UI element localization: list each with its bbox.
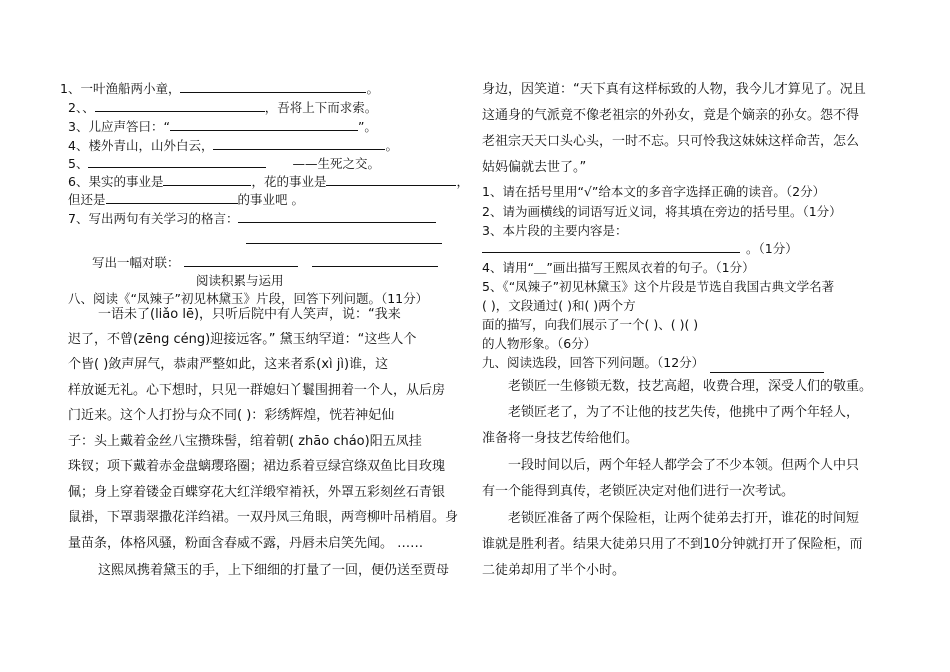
passage-cont-line-4: 姑妈偏就去世了。” xyxy=(482,160,587,175)
story-line-8: 二徒弟却用了半个小时。 xyxy=(482,563,626,578)
passage-line-10: 量苗条，体格风骚，粉面含春威不露，丹唇未启笑先闻。 …… xyxy=(68,536,424,551)
question-6-line-1 xyxy=(68,172,469,191)
passage-line-2: 迟了，不曾(zēng céng)迎接远客。” 黛玉纳罕道：“这些人个 xyxy=(68,332,417,347)
question-7 xyxy=(68,209,436,228)
passage-line-4: 样放诞无礼。心下想时，只见一群媳妇丫鬟围拥着一个人，从后房 xyxy=(68,383,446,398)
question-8-title: 八、阅读《“凤辣子”初见林黛玉》片段，回答下列问题。（11分） xyxy=(68,291,429,306)
question-4-end: 。 xyxy=(385,138,398,153)
story-line-7: 谁就是胜利者。结果大徒弟只用了不到10分钟就打开了保险柜，而 xyxy=(482,537,863,552)
couplet-blank-1[interactable] xyxy=(184,253,298,267)
question-2-prompt: 2、、 xyxy=(68,100,95,115)
passage-line-5: 门近来。这个人打扮与众不同( )：彩绣辉煌，恍若神妃仙 xyxy=(68,408,395,423)
subquestion-5-line-2: ( )，文段通过( )和( )两个方 xyxy=(482,298,636,313)
answer-blank-6c[interactable] xyxy=(106,190,238,204)
question-2-end: ，吾将上下而求索。 xyxy=(264,100,378,115)
answer-blank-6a[interactable] xyxy=(163,172,251,186)
question-4 xyxy=(68,136,398,155)
subquestion-3: 3、本片段的主要内容是： xyxy=(482,223,628,238)
answer-blank-7b[interactable] xyxy=(246,230,442,244)
question-9-title: 九、阅读选段，回答下列问题。（12分） xyxy=(482,355,705,370)
question-1-prompt: 1、一叶渔船两小童， xyxy=(60,81,181,96)
passage-line-11: 这熙凤携着黛玉的手，上下细细的打量了一回，便仍送至贾母 xyxy=(98,563,450,578)
answer-blank-5[interactable] xyxy=(88,154,266,168)
question-4-prompt: 4、楼外青山，山外白云， xyxy=(68,138,214,153)
question-6-prompt: 6、果实的事业是 xyxy=(68,174,164,189)
question-5-end: ——生死之交。 xyxy=(292,156,380,171)
question-5-prompt: 5、 xyxy=(68,156,89,171)
story-line-6: 老锁匠准备了两个保险柜，让两个徒弟去打开，谁花的时间短 xyxy=(508,511,860,526)
couplet-prompt: 写出一幅对联： xyxy=(92,255,180,270)
subquestion-3-answer xyxy=(482,239,798,258)
passage-cont-line-2: 这通身的气派竟不像老祖宗的外孙女，竟是个嫡亲的孙女。怨不得 xyxy=(482,108,860,123)
question-1 xyxy=(60,79,379,98)
subquestion-3-score: 。（1分） xyxy=(746,241,798,256)
question-3-end: ”。 xyxy=(357,119,377,134)
summary-blank[interactable] xyxy=(482,239,740,253)
subquestion-2: 2、请为画横线的词语写近义词，将其填在旁边的括号里。（1分） xyxy=(482,204,842,219)
answer-blank-7a[interactable] xyxy=(238,209,436,223)
passage-line-1: 一语未了(liǎo lē)，只听后院中有人笑声，说：“我来 xyxy=(98,307,401,322)
passage-line-3: 个皆( )敛声屏气，恭肃严整如此，这来者系(xì jì)谁，这 xyxy=(68,357,389,372)
subquestion-5-line-1: 5、《“凤辣子”初见林黛玉》这个片段是节选自我国古典文学名著 xyxy=(482,279,835,294)
question-6-comma: ， xyxy=(456,174,469,189)
question-7-prompt: 7、写出两句有关学习的格言： xyxy=(68,211,239,226)
passage-line-9: 鼠褂，下罩翡翠撒花洋绉裙。一双丹凤三角眼，两弯柳叶吊梢眉。身 xyxy=(68,510,459,525)
answer-blank-1[interactable] xyxy=(180,79,366,93)
question-5 xyxy=(68,154,380,173)
passage-line-6: 子：头上戴着金丝八宝攒珠髻，绾着朝( zhāo cháo)阳五凤挂 xyxy=(68,434,422,449)
answer-blank-6b[interactable] xyxy=(326,172,456,186)
title-blank[interactable] xyxy=(710,372,824,373)
couplet-blank-2[interactable] xyxy=(312,253,438,267)
question-1-end: 。 xyxy=(366,81,379,96)
question-6-line-2 xyxy=(68,190,304,209)
question-6-mid: ，花的事业是 xyxy=(251,174,327,189)
story-line-3: 准备将一身技艺传给他们。 xyxy=(482,431,639,446)
question-3 xyxy=(68,117,377,136)
subquestion-5-line-4: 的人物形象。（6分） xyxy=(482,336,597,351)
passage-line-7: 珠钗；项下戴着赤金盘螭璎珞圈；裙边系着豆绿宫绦双鱼比目玫瑰 xyxy=(68,459,446,474)
story-line-4: 一段时间以后，两个年轻人都学会了不少本领。但两个人中只 xyxy=(508,458,860,473)
subquestion-4: 4、请用“＿”画出描写王熙凤衣着的句子。（1分） xyxy=(482,260,755,275)
story-line-2: 老锁匠老了，为了不让他的技艺失传，他挑中了两个年轻人， xyxy=(508,405,860,420)
passage-cont-line-3: 老祖宗天天口头心头，一时不忘。只可怜我这妹妹这样命苦，怎么 xyxy=(482,134,860,149)
question-7-line-2 xyxy=(246,230,442,249)
question-3-prompt: 3、儿应声答曰：“ xyxy=(68,119,170,134)
answer-blank-3[interactable] xyxy=(170,117,358,131)
question-6-end: 的事业吧 。 xyxy=(237,192,304,207)
couplet-question xyxy=(92,253,438,272)
subquestion-1: 1、请在括号里用“√”给本文的多音字选择正确的读音。（2分） xyxy=(482,184,826,199)
passage-cont-line-1: 身边，因笑道：“天下真有这样标致的人物，我今儿才算见了。况且 xyxy=(482,82,866,97)
passage-line-8: 佩；身上穿着镂金百蝶穿花大红洋缎窄褃袄，外罩五彩刻丝石青银 xyxy=(68,485,446,500)
story-line-5: 有一个能得到真传，老锁匠决定对他们进行一次考试。 xyxy=(482,484,795,499)
story-line-1: 老锁匠一生修锁无数，技艺高超，收费合理，深受人们的敬重。 xyxy=(508,379,873,394)
answer-blank-2[interactable] xyxy=(95,98,265,112)
answer-blank-4[interactable] xyxy=(213,136,385,150)
section-title: 阅读积累与运用 xyxy=(196,273,284,288)
question-2 xyxy=(68,98,377,117)
question-6b-prompt: 但还是 xyxy=(68,192,106,207)
subquestion-5-line-3: 面的描写，向我们展示了一个( )、( )( ) xyxy=(482,317,699,332)
